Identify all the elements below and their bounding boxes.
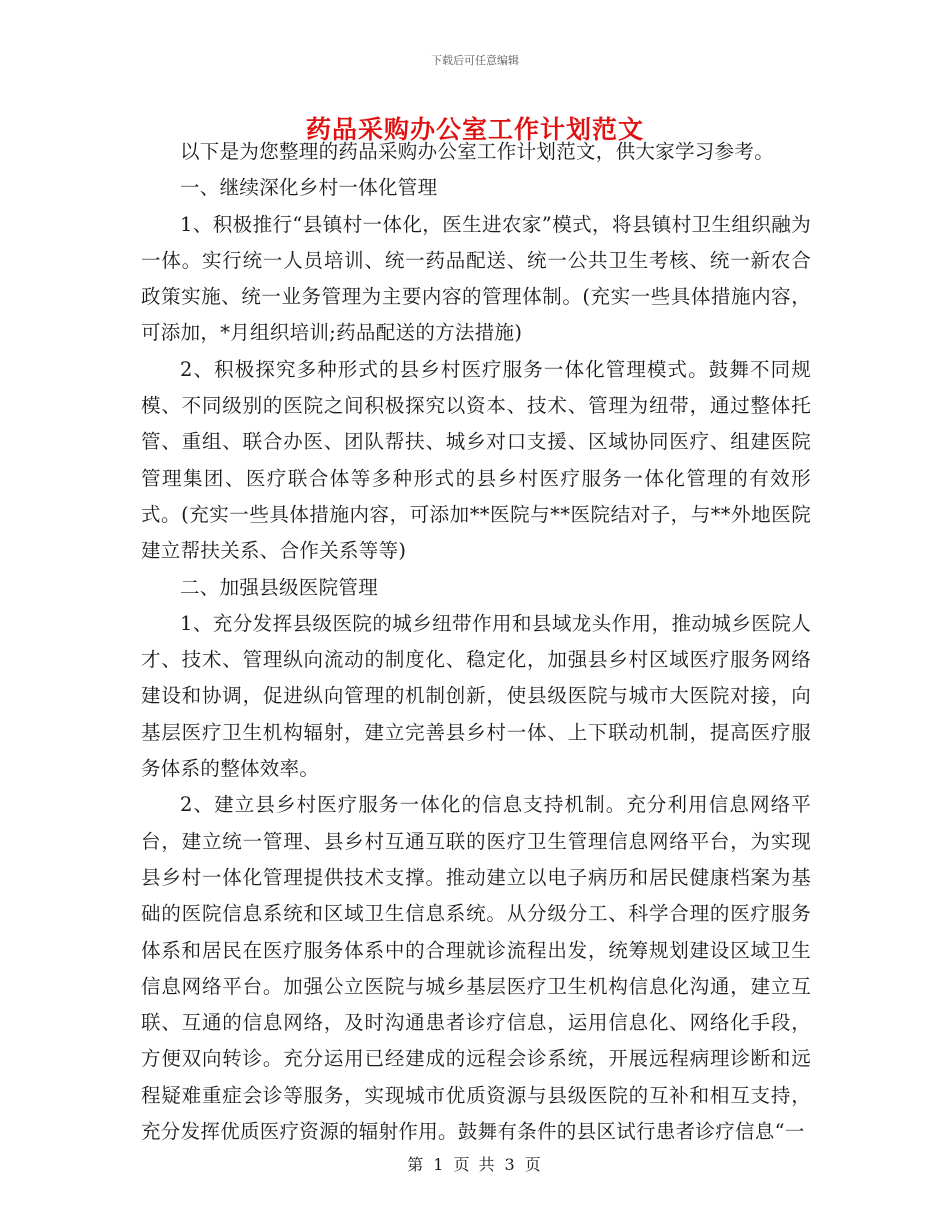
paragraph: 2、建立县乡村医疗服务一体化的信息支持机制。充分利用信息网络平台，建立统一管理、县乡村互通互联的医疗卫生管理信息网络平台，为实现县乡村一体化管理提供技术支撑。推动建立以电子病历和居民健康档案为基础的医院信息系统和区域卫生信息系统。从分级分工、科学合理的医疗服务体系和居民在医疗服务体系中的合理就诊流程出发，统筹规划建设区域卫生信息网络平台。加强公立医院与城乡基层医疗卫生机构信息化沟通，建立互联、互通的信息网络，及时沟通患者诊疗信息，运用信息化、网络化手段，方便双向转诊。充分运用已经建成的远程会诊系统，开展远程病理诊断和远程疑难重症会诊等服务，实现城市优质资源与县级医院的互补和相互支持，充分发挥优质医疗资源的辐射作用。鼓舞有条件的县区试行患者诊疗信息“一 <box>141 793 811 1144</box>
section-heading-1: 一、继续深化乡村一体化管理 <box>180 176 438 200</box>
page-footer <box>0 1152 950 1175</box>
footer-prefix: 第 <box>407 1155 426 1174</box>
footer-suffix: 页 <box>524 1155 543 1174</box>
document-title: 药品采购办公室工作计划范文 <box>305 115 644 144</box>
header-note: 下载后可任意编辑 <box>431 54 519 67</box>
footer-current-page: 1 <box>433 1155 446 1174</box>
paragraph: 1、充分发挥县级医院的城乡纽带作用和县域龙头作用，推动城乡医院人才、技术、管理纵向流动的制度化、稳定化，加强县乡村区域医疗服务网络建设和协调，促进纵向管理的机制创新，使县级医院与城市大医院对接，向基层医疗卫生机构辐射，建立完善县乡村一体、上下联动机制，提高医疗服务体系的整体效率。 <box>141 611 811 781</box>
paragraph: 2、积极探究多种形式的县乡村医疗服务一体化管理模式。鼓舞不同规模、不同级别的医院之间积极探究以资本、技术、管理为纽带，通过整体托管、重组、联合办医、团队帮扶、城乡对口支援、区域协同医疗、组建医院管理集团、医疗联合体等多种形式的县乡村医疗服务一体化管理的有效形式。(充实一些具体措施内容，可添加**医院与**医院结对子，与**外地医院建立帮扶关系、合作关系等等) <box>141 357 811 563</box>
footer-middle: 页 共 <box>453 1155 497 1174</box>
section-heading-2: 二、加强县级医院管理 <box>180 575 379 599</box>
footer-total-pages: 3 <box>504 1155 517 1174</box>
document-body <box>141 134 811 1150</box>
paragraph: 1、积极推行“县镇村一体化，医生进农家”模式，将县镇村卫生组织融为一体。实行统一人员培训、统一药品配送、统一公共卫生考核、统一新农合政策实施、统一业务管理为主要内容的管理体制。(充实一些具体措施内容，可添加，*月组织培训;药品配送的方法措施) <box>141 212 811 345</box>
intro-paragraph: 以下是为您整理的药品采购办公室工作计划范文，供大家学习参考。 <box>180 140 775 163</box>
